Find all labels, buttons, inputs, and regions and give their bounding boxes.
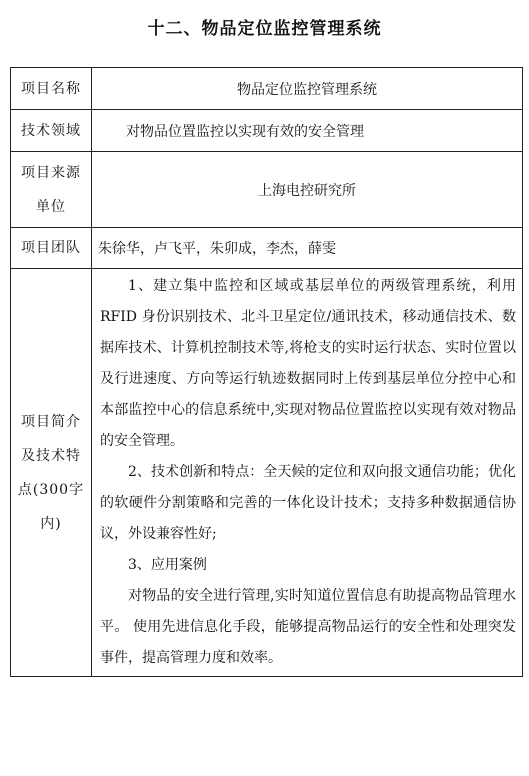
- table-row-project-name: [11, 68, 523, 110]
- label-project-intro-line3: 点(300字: [17, 481, 85, 498]
- label-tech-field: 技术领域: [11, 110, 92, 152]
- label-project-intro-line2: 及技术特: [21, 447, 81, 464]
- table-row-project-team: [11, 228, 523, 269]
- label-project-intro: [11, 269, 92, 677]
- intro-paragraph-1: 1、建立集中监控和区域或基层单位的两级管理系统，利用 RFID 身份识别技术、北斗卫星定位/通讯技术，移动通信技术、数据库技术、计算机控制技术等,将枪支的实时运行状态、实时位置以及行进速度、方向等运行轨迹数据同时上传到基层单位分控中心和本部监控中心的信息系统中,实现对物品位置监控以实现有效对物品的安全管理。: [100, 278, 516, 449]
- value-project-team: 朱徐华，卢飞平，朱卯成，李杰，薛雯: [92, 228, 523, 269]
- value-project-source: 上海电控研究所: [92, 152, 523, 228]
- value-project-intro: [92, 269, 523, 677]
- value-tech-field: 对物品位置监控以实现有效的安全管理: [92, 110, 523, 152]
- table-row-tech-field: [11, 110, 523, 152]
- label-project-intro-line1: 项目简介: [21, 413, 81, 430]
- intro-paragraph-2: 2、技术创新和特点：全天候的定位和双向报文通信功能；优化的软硬件分割策略和完善的一体化设计技术；支持多种数据通信协议，外设兼容性好;: [100, 464, 516, 542]
- table-row-project-intro: [11, 269, 523, 677]
- value-project-name: 物品定位监控管理系统: [92, 68, 523, 110]
- label-project-intro-line4: 内): [40, 515, 62, 532]
- document-title: 十二、物品定位监控管理系统: [147, 19, 382, 39]
- label-project-team: 项目团队: [11, 228, 92, 269]
- intro-paragraph-3: 3、应用案例: [128, 557, 207, 573]
- label-project-source: [11, 152, 92, 228]
- label-project-source-line1: 项目来源: [21, 164, 81, 181]
- table-row-project-source: [11, 152, 523, 228]
- project-info-table: [10, 67, 523, 677]
- label-project-name: 项目名称: [11, 68, 92, 110]
- intro-paragraph-4: 对物品的安全进行管理,实时知道位置信息有助提高物品管理水平。 使用先进信息化手段，能够提高物品运行的安全性和处理突发事件，提高管理力度和效率。: [100, 588, 516, 666]
- label-project-source-line2: 单位: [36, 198, 66, 215]
